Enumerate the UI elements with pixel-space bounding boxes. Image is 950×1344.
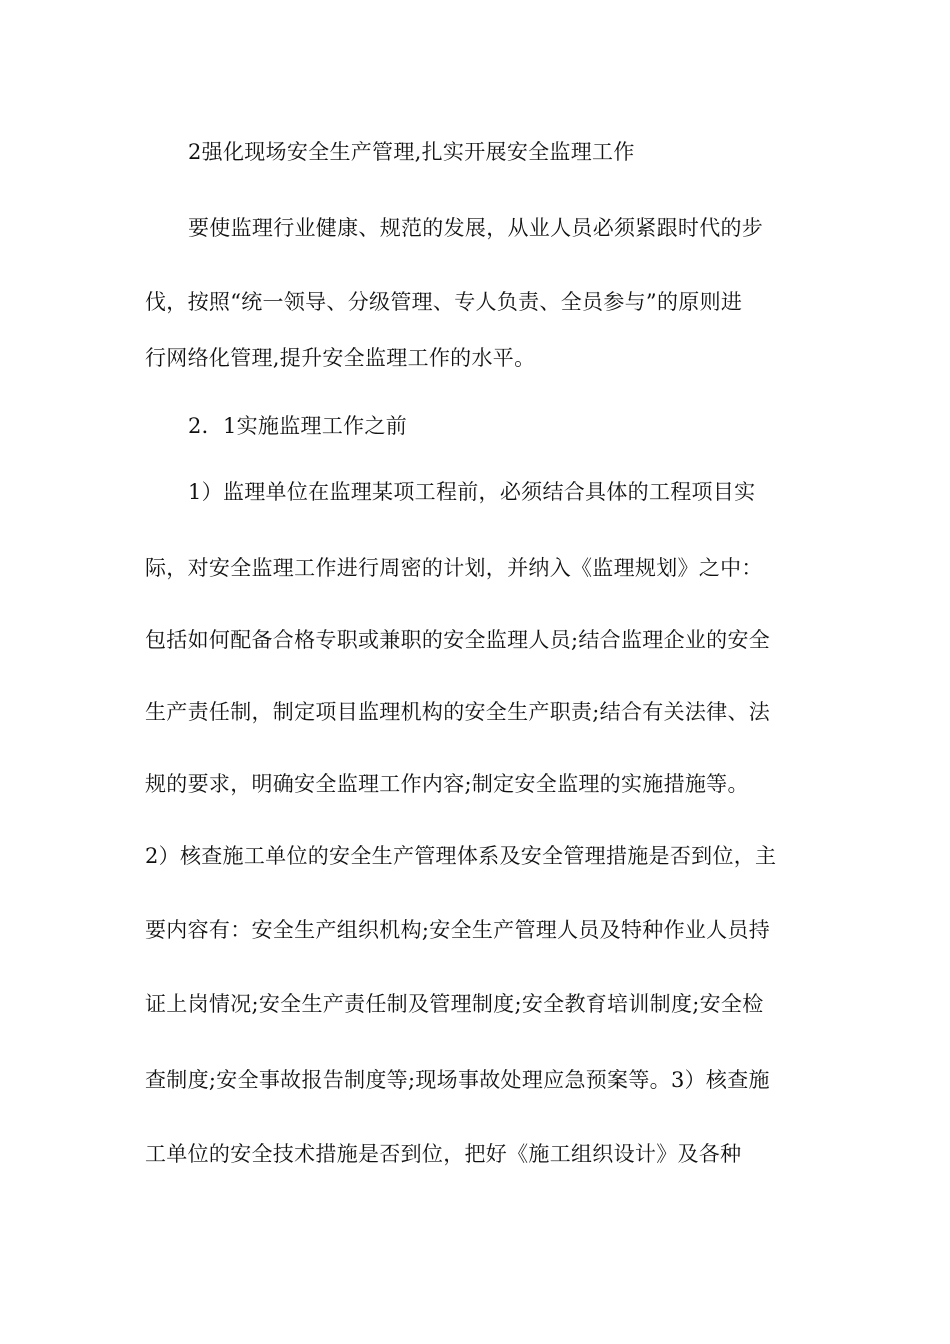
paragraph-line: 查制度;安全事故报告制度等;现场事故处理应急预案等。3）核查施 bbox=[145, 1068, 770, 1092]
paragraph-line: 际，对安全监理工作进行周密的计划，并纳入《监理规划》之中： bbox=[145, 556, 763, 580]
paragraph-line: 1）监理单位在监理某项工程前，必须结合具体的工程项目实 bbox=[188, 480, 756, 504]
paragraph-line: 要内容有：安全生产组织机构;安全生产管理人员及特种作业人员持 bbox=[145, 918, 771, 942]
paragraph-line: 工单位的安全技术措施是否到位，把好《施工组织设计》及各种 bbox=[145, 1142, 742, 1166]
paragraph-line: 包括如何配备合格专职或兼职的安全监理人员;结合监理企业的安全 bbox=[145, 628, 771, 652]
paragraph-line: 2）核查施工单位的安全生产管理体系及安全管理措施是否到位，主 bbox=[145, 844, 777, 868]
paragraph-line: 证上岗情况;安全生产责任制及管理制度;安全教育培训制度;安全检 bbox=[145, 992, 764, 1016]
section-heading: 2强化现场安全生产管理,扎实开展安全监理工作 bbox=[188, 140, 635, 164]
subsection-heading: 2．1实施监理工作之前 bbox=[188, 414, 408, 438]
paragraph-line: 伐，按照“统一领导、分级管理、专人负责、全员参与”的原则进 bbox=[145, 290, 743, 314]
paragraph-line: 规的要求，明确安全监理工作内容;制定安全监理的实施措施等。 bbox=[145, 772, 749, 796]
paragraph-line: 要使监理行业健康、规范的发展，从业人员必须紧跟时代的步 bbox=[188, 216, 764, 240]
paragraph-line: 生产责任制，制定项目监理机构的安全生产职责;结合有关法律、法 bbox=[145, 700, 771, 724]
paragraph-line: 行网络化管理,提升安全监理工作的水平。 bbox=[145, 346, 536, 370]
